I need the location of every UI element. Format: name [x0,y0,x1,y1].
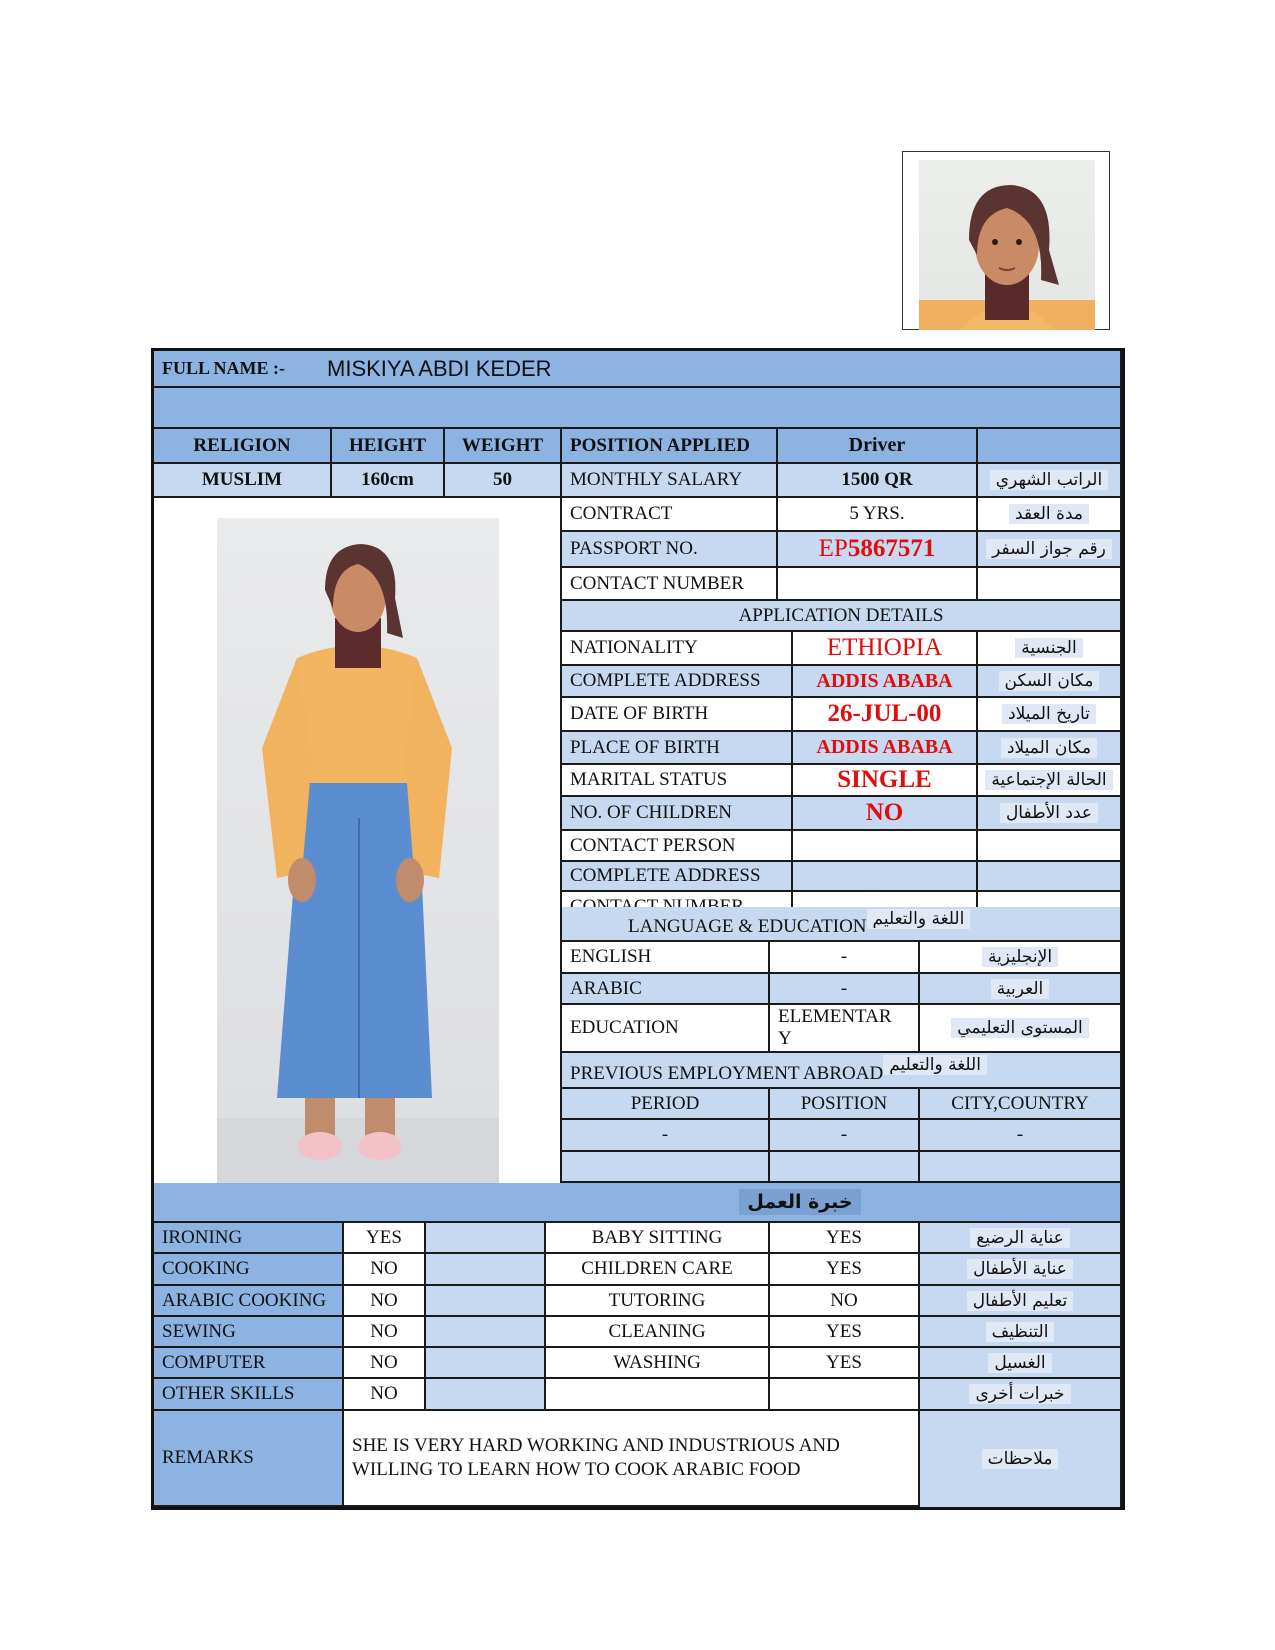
application-row-arabic-text: مكان الميلاد [1001,738,1097,758]
city-country-value: - [920,1120,1122,1152]
application-row-label: CONTACT PERSON [562,831,793,862]
remarks-line-2: WILLING TO LEARN HOW TO COOK ARABIC FOOD [352,1459,801,1480]
application-row-value: ADDIS ABABA [793,732,978,765]
experience-duty-value [770,1379,920,1411]
application-row-label: MARITAL STATUS [562,765,793,797]
application-row-value [793,862,978,892]
employment-empty-1 [562,1152,770,1183]
application-row-value [793,831,978,862]
experience-duty-arabic [920,1348,1122,1379]
contact-number-arabic [978,568,1122,601]
work-experience-header [154,1183,1122,1223]
experience-duty-value: YES [770,1348,920,1379]
experience-skill-spacer [426,1286,546,1317]
experience-skill-value: NO [344,1286,426,1317]
passport-arabic: رقم جواز السفر [978,532,1122,568]
religion-value: MUSLIM [154,464,332,498]
height-header: HEIGHT [332,429,445,464]
period-header: PERIOD [562,1089,770,1120]
application-row-arabic [978,797,1122,831]
experience-duty-arabic-text: التنظيف [986,1322,1055,1342]
passport-number: 5867571 [847,535,936,562]
employment-position-header: POSITION [770,1089,920,1120]
contact-number-label: CONTACT NUMBER [562,568,778,601]
experience-skill-label: SEWING [154,1317,344,1348]
application-details-header: APPLICATION DETAILS [562,601,1122,632]
passport-label: PASSPORT NO. [562,532,778,568]
experience-duty-arabic-text: الغسيل [988,1353,1051,1373]
height-value: 160cm [332,464,445,498]
previous-employment-header [562,1053,1122,1089]
application-row-label: NO. OF CHILDREN [562,797,793,831]
application-row-arabic-text: مكان السكن [999,671,1100,691]
blank-header-row [154,388,1122,429]
application-row-value: ADDIS ABABA [793,666,978,698]
application-row-value: ETHIOPIA [793,632,978,666]
application-row-value: SINGLE [793,765,978,797]
salary-arabic: الراتب الشهري [978,464,1122,498]
position-applied-label: POSITION APPLIED [562,429,778,464]
employment-empty-3 [920,1152,1122,1183]
experience-skill-value: NO [344,1348,426,1379]
experience-skill-label: COOKING [154,1254,344,1286]
application-row-arabic [978,698,1122,732]
application-row-label: COMPLETE ADDRESS [562,666,793,698]
experience-skill-value: NO [344,1379,426,1411]
experience-skill-spacer [426,1379,546,1411]
experience-duty-arabic-text: تعليم الأطفال [967,1291,1074,1311]
experience-skill-label: OTHER SKILLS [154,1379,344,1411]
application-row-arabic [978,732,1122,765]
education-value-line-1: ELEMENTAR [778,1006,892,1027]
application-form [151,348,1125,1510]
experience-duty-arabic [920,1317,1122,1348]
full-name-value: MISKIYA ABDI KEDER [327,355,552,381]
experience-duty-value: YES [770,1254,920,1286]
application-row-arabic [978,666,1122,698]
experience-duty-arabic-text: خبرات أخرى [969,1384,1070,1404]
remarks-arabic: ملاحظات [920,1411,1122,1507]
full-body-photo-area [154,498,562,1223]
language-header [562,907,1122,942]
english-value: - [770,942,920,974]
experience-duty-label: BABY SITTING [546,1223,770,1254]
experience-skill-label: COMPUTER [154,1348,344,1379]
experience-duty-arabic-text: عناية الأطفال [967,1259,1073,1279]
english-arabic: الإنجليزية [920,942,1122,974]
application-row-label: PLACE OF BIRTH [562,732,793,765]
experience-duty-label [546,1379,770,1411]
passport-photo-frame [902,151,1110,330]
arabic-value: - [770,974,920,1005]
previous-employment-title: PREVIOUS EMPLOYMENT ABROAD [570,1063,884,1084]
passport-value [778,532,978,568]
experience-skill-value: NO [344,1254,426,1286]
application-row-arabic-text: الجنسية [1015,638,1082,658]
full-body-photo [217,518,499,1212]
application-row-arabic [978,831,1122,862]
weight-header: WEIGHT [445,429,562,464]
language-title-arabic: اللغة والتعليم [867,909,971,929]
experience-duty-arabic [920,1286,1122,1317]
experience-duty-value: YES [770,1223,920,1254]
education-arabic: المستوى التعليمي [920,1005,1122,1053]
application-row-arabic-text: تاريخ الميلاد [1002,704,1096,724]
passport-prefix: EP [818,535,848,562]
position-applied-value: Driver [778,429,978,464]
experience-skill-value: YES [344,1223,426,1254]
arabic-label: ARABIC [562,974,770,1005]
experience-duty-arabic [920,1254,1122,1286]
experience-duty-value: YES [770,1317,920,1348]
experience-duty-label: CLEANING [546,1317,770,1348]
employment-empty-2 [770,1152,920,1183]
city-country-header: CITY,COUNTRY [920,1089,1122,1120]
salary-value: 1500 QR [778,464,978,498]
experience-skill-spacer [426,1317,546,1348]
work-experience-title-arabic: خبرة العمل [739,1189,860,1215]
application-row-arabic [978,632,1122,666]
experience-skill-spacer [426,1254,546,1286]
contract-arabic: مدة العقد [978,498,1122,532]
contract-label: CONTRACT [562,498,778,532]
position-applied-extra [978,429,1122,464]
contract-value: 5 YRS. [778,498,978,532]
application-row-arabic [978,765,1122,797]
contact-number-value [778,568,978,601]
education-value [770,1005,920,1053]
salary-label: MONTHLY SALARY [562,464,778,498]
application-row-value: 26-JUL-00 [793,698,978,732]
experience-duty-arabic [920,1223,1122,1254]
remarks-line-1: SHE IS VERY HARD WORKING AND INDUSTRIOUS AND [352,1435,840,1456]
application-row-value: NO [793,797,978,831]
application-row-arabic-text: عدد الأطفال [1000,803,1098,823]
experience-duty-arabic-text: عناية الرضيع [970,1228,1070,1248]
full-name-row [154,351,1122,388]
remarks-label: REMARKS [154,1411,344,1507]
weight-value: 50 [445,464,562,498]
experience-duty-label: WASHING [546,1348,770,1379]
passport-photo [919,160,1095,330]
experience-skill-label: IRONING [154,1223,344,1254]
experience-skill-label: ARABIC COOKING [154,1286,344,1317]
application-row-arabic [978,862,1122,892]
previous-employment-arabic: اللغة والتعليم [883,1055,987,1075]
experience-duty-label: TUTORING [546,1286,770,1317]
full-name-label: FULL NAME :- [162,358,285,378]
religion-header: RELIGION [154,429,332,464]
experience-duty-arabic [920,1379,1122,1411]
period-value: - [562,1120,770,1152]
arabic-arabic: العربية [920,974,1122,1005]
english-label: ENGLISH [562,942,770,974]
experience-skill-value: NO [344,1317,426,1348]
language-title: LANGUAGE & EDUCATION [628,916,867,937]
education-value-line-2: Y [778,1028,792,1049]
employment-position-value: - [770,1120,920,1152]
application-row-arabic-text: الحالة الإجتماعية [985,770,1112,790]
experience-duty-value: NO [770,1286,920,1317]
experience-duty-label: CHILDREN CARE [546,1254,770,1286]
application-row-label: COMPLETE ADDRESS [562,862,793,892]
remarks-value [344,1411,920,1507]
education-label: EDUCATION [562,1005,770,1053]
experience-skill-spacer [426,1223,546,1254]
application-row-label: DATE OF BIRTH [562,698,793,732]
application-row-label: NATIONALITY [562,632,793,666]
experience-skill-spacer [426,1348,546,1379]
